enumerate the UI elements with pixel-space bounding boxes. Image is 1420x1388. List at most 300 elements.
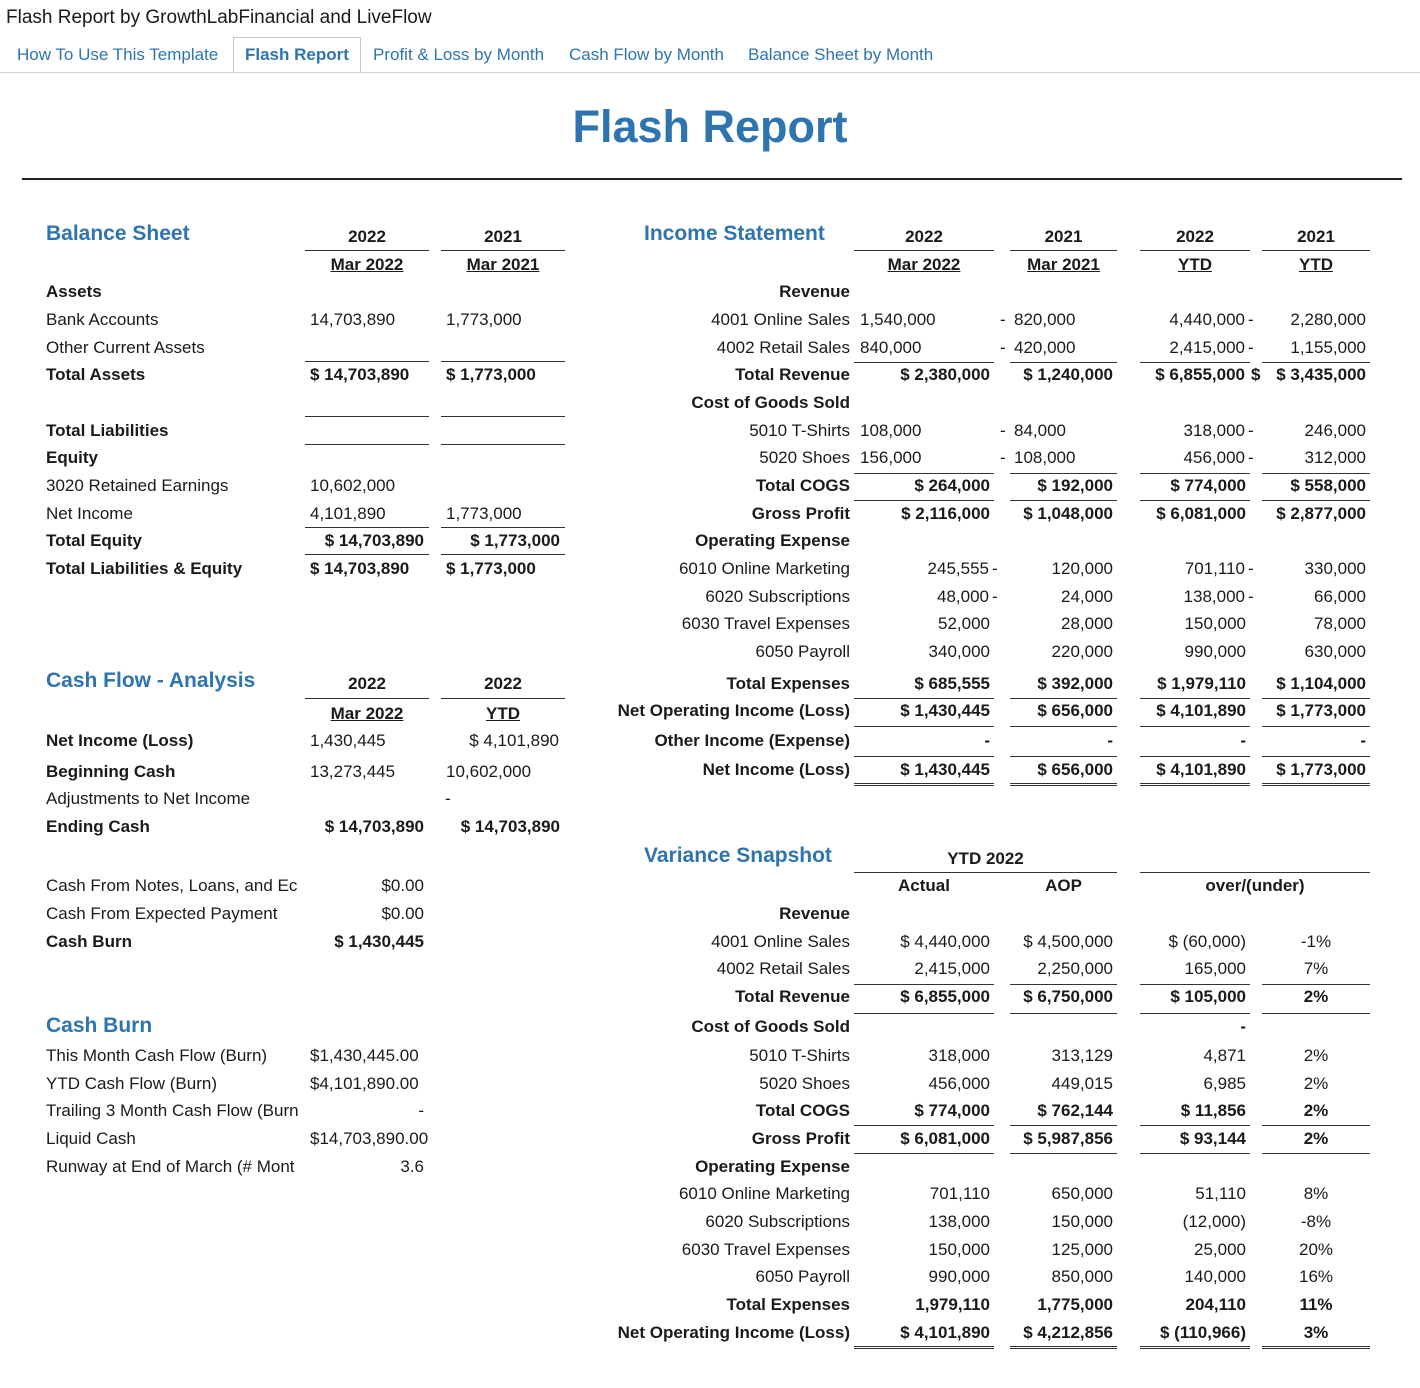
rule [854, 1153, 994, 1154]
row-value: $ [1251, 365, 1261, 384]
row-value: $ 192,000 [1037, 476, 1113, 495]
row-value: 2,415,000 [914, 959, 990, 978]
row-label: Operating Expense [695, 1157, 850, 1176]
row-label: Net Income [46, 504, 133, 523]
rule [1140, 500, 1250, 501]
row-value: - [992, 559, 998, 578]
rule [1262, 473, 1370, 474]
row-value: - [1248, 448, 1254, 467]
header-rule [441, 698, 565, 699]
row-label: Total COGS [755, 1101, 850, 1120]
rule [1010, 362, 1117, 363]
row-value: 318,000 [1183, 421, 1245, 440]
row-value: 1,979,110 [915, 1295, 990, 1314]
rule [1140, 1125, 1250, 1126]
row-value: $ 14,703,890 [460, 817, 560, 836]
rule [854, 984, 994, 985]
row-value: 138,000 [928, 1212, 990, 1231]
row-value: $1,430,445.00 [310, 1046, 419, 1065]
row-label: Ending Cash [46, 817, 150, 836]
row-value: $ 1,773,000 [446, 559, 536, 578]
rule [1010, 698, 1117, 699]
row-value: $ 762,144 [1037, 1101, 1113, 1120]
row-value: $0.00 [381, 904, 424, 923]
section-title-cash-flow: Cash Flow - Analysis [46, 669, 256, 692]
row-value: - [418, 1101, 424, 1120]
row-value: $ 14,703,890 [310, 365, 410, 384]
row-label: Cash Burn [46, 932, 132, 951]
row-value: 165,000 [1184, 959, 1246, 978]
rule [1262, 1153, 1370, 1154]
row-label: Revenue [779, 282, 850, 301]
row-value: 340,000 [928, 642, 990, 661]
row-value: $ 1,979,110 [1157, 674, 1246, 693]
row-value: - [1360, 731, 1366, 750]
row-value: 990,000 [928, 1267, 990, 1286]
rule [305, 444, 429, 445]
row-label: Other Income (Expense) [654, 731, 850, 750]
rule [1262, 756, 1370, 757]
column-group-header: YTD 2022 [947, 849, 1024, 868]
row-value: 313,129 [1051, 1046, 1113, 1065]
row-value: -8% [1300, 1212, 1332, 1231]
row-value: 25,000 [1194, 1240, 1246, 1259]
section-title-cash-burn: Cash Burn [46, 1014, 153, 1037]
row-label: Total Expenses [726, 1295, 850, 1314]
double-rule [1140, 1346, 1250, 1349]
window-title: Flash Report by GrowthLabFinancial and LiveFlow [6, 7, 432, 28]
row-value: $ 264,000 [914, 476, 990, 495]
row-value: 204,110 [1185, 1295, 1246, 1314]
row-value: $ (60,000) [1168, 932, 1246, 951]
row-value: - [1000, 421, 1006, 440]
double-rule [854, 1346, 994, 1349]
row-value: 125,000 [1051, 1240, 1113, 1259]
tab-how-to-use[interactable]: How To Use This Template [17, 45, 219, 64]
row-label: Total COGS [755, 476, 850, 495]
column-header: over/(under) [1205, 876, 1305, 895]
row-value: 1,430,445 [310, 731, 386, 750]
row-label: Operating Expense [695, 531, 850, 550]
row-value: $ 656,000 [1037, 701, 1113, 720]
row-value: $ 4,101,890 [900, 1323, 990, 1342]
row-label: Trailing 3 Month Cash Flow (Burn [46, 1101, 299, 1120]
column-period: Mar 2022 [887, 255, 961, 274]
row-value: $ 11,856 [1180, 1101, 1246, 1120]
row-label: Runway at End of March (# Mont [46, 1157, 295, 1176]
row-label: Bank Accounts [46, 310, 159, 329]
row-label: This Month Cash Flow (Burn) [46, 1046, 268, 1065]
row-label: Net Operating Income (Loss) [617, 1323, 850, 1342]
tab-balance-sheet[interactable]: Balance Sheet by Month [748, 45, 934, 64]
rule [854, 698, 994, 699]
row-value: 10,602,000 [446, 762, 532, 781]
row-value: $ 105,000 [1170, 987, 1246, 1006]
column-year: 2022 [348, 227, 386, 246]
column-period: YTD [1299, 255, 1333, 274]
row-value: 51,110 [1195, 1184, 1246, 1203]
row-value: $ 6,855,000 [900, 987, 990, 1006]
header-rule [1140, 250, 1250, 251]
row-value: $ (110,966) [1159, 1323, 1246, 1342]
row-value: $ 2,877,000 [1276, 504, 1366, 523]
row-value: 318,000 [928, 1046, 990, 1065]
row-value: 2% [1303, 1074, 1329, 1093]
rule [305, 527, 429, 528]
double-rule [1262, 1346, 1370, 1349]
row-value: $ 4,500,000 [1023, 932, 1113, 951]
row-value: - [1107, 731, 1113, 750]
row-value: 701,110 [1184, 559, 1245, 578]
row-value: 84,000 [1014, 421, 1066, 440]
rule [1140, 726, 1250, 727]
column-period: Mar 2021 [1027, 255, 1100, 274]
row-label: 6050 Payroll [755, 1267, 850, 1286]
row-value: $ 2,116,000 [901, 504, 990, 523]
row-value: $ 1,240,000 [1023, 365, 1113, 384]
row-label: YTD Cash Flow (Burn) [46, 1074, 217, 1093]
row-value: 138,000 [1183, 587, 1245, 606]
row-value: $ 5,987,856 [1023, 1129, 1113, 1148]
rule [441, 444, 565, 445]
header-rule [1262, 250, 1370, 251]
page-title: Flash Report [572, 101, 848, 152]
rule [854, 1125, 994, 1126]
row-label: Cash From Notes, Loans, and Ec [46, 876, 298, 895]
row-value: 701,110 [929, 1184, 990, 1203]
row-value: (12,000) [1182, 1212, 1246, 1231]
row-value: $ 4,101,890 [1156, 760, 1246, 779]
section-title-income-statement: Income Statement [644, 222, 825, 245]
row-value: $4,101,890.00 [310, 1074, 419, 1093]
column-year: 2021 [1297, 227, 1335, 246]
rule [1262, 726, 1370, 727]
row-value: 456,000 [928, 1074, 990, 1093]
row-label: 6010 Online Marketing [678, 1184, 850, 1203]
row-value: $ 4,101,890 [469, 731, 559, 750]
row-value: $ 4,440,000 [900, 932, 990, 951]
rule [1010, 984, 1117, 985]
row-value: 66,000 [1314, 587, 1366, 606]
rule [1140, 984, 1250, 985]
column-year: 2021 [1044, 227, 1083, 246]
tab-cash-flow[interactable]: Cash Flow by Month [569, 45, 724, 64]
row-label: Other Current Assets [46, 338, 205, 357]
row-value: $ 14,703,890 [324, 817, 424, 836]
row-value: 2,280,000 [1290, 310, 1366, 329]
header-rule [1140, 872, 1370, 873]
row-label: Net Income (Loss) [702, 760, 850, 779]
row-value: - [1248, 338, 1254, 357]
row-value: 650,000 [1051, 1184, 1113, 1203]
double-rule [1010, 783, 1117, 786]
row-value: 1,773,000 [446, 504, 522, 523]
row-label: Net Income (Loss) [46, 731, 194, 750]
row-value: $ 1,773,000 [1276, 701, 1366, 720]
row-label: Liquid Cash [46, 1129, 136, 1148]
title-divider [22, 178, 1402, 180]
header-rule [305, 698, 429, 699]
double-rule [1010, 1346, 1117, 1349]
row-value: 3.6 [400, 1157, 424, 1176]
column-period: YTD [1178, 255, 1212, 274]
header-rule [305, 250, 429, 251]
row-value: 108,000 [1014, 448, 1076, 467]
column-year: 2022 [905, 227, 943, 246]
column-header: AOP [1045, 876, 1082, 895]
row-label: Total Equity [46, 531, 143, 550]
row-label: Equity [46, 448, 98, 467]
row-value: 6,985 [1203, 1074, 1246, 1093]
rule [1140, 698, 1250, 699]
row-value: 850,000 [1051, 1267, 1113, 1286]
row-label: Total Liabilities & Equity [46, 559, 243, 578]
row-label: 5020 Shoes [759, 448, 850, 467]
row-value: $ 14,703,890 [324, 531, 424, 550]
rule [1262, 984, 1370, 985]
rule [1262, 362, 1370, 363]
row-label: Adjustments to Net Income [46, 789, 251, 808]
row-label: Gross Profit [751, 504, 850, 523]
rule [1140, 1013, 1250, 1014]
row-value: 150,000 [1184, 614, 1246, 633]
row-label: 6030 Travel Expenses [681, 1240, 850, 1259]
row-value: $0.00 [381, 876, 424, 895]
rule [854, 473, 994, 474]
row-value: 14,703,890 [310, 310, 396, 329]
row-value: $ 1,104,000 [1276, 674, 1366, 693]
row-value: 108,000 [860, 421, 922, 440]
row-label: 6020 Subscriptions [705, 1212, 850, 1231]
rule [441, 554, 565, 555]
row-label: Gross Profit [751, 1129, 850, 1148]
row-label: Revenue [779, 904, 850, 923]
rule [1262, 1125, 1370, 1126]
rule [1010, 726, 1117, 727]
row-value: 4,101,890 [310, 504, 386, 523]
row-value: 420,000 [1014, 338, 1076, 357]
row-value: 2% [1303, 987, 1329, 1006]
row-value: $ 2,380,000 [900, 365, 990, 384]
row-value: $ 1,773,000 [470, 531, 560, 550]
double-rule [854, 783, 994, 786]
column-period: Mar 2021 [466, 255, 540, 274]
rule [305, 361, 429, 362]
row-label: 4001 Online Sales [711, 932, 850, 951]
row-value: 820,000 [1014, 310, 1076, 329]
row-value: 2,250,000 [1037, 959, 1113, 978]
row-label: 4002 Retail Sales [716, 338, 850, 357]
row-value: 3% [1303, 1323, 1329, 1342]
row-value: - [992, 587, 998, 606]
row-value: - [1248, 559, 1254, 578]
rule [441, 527, 565, 528]
row-label: 4002 Retail Sales [716, 959, 850, 978]
row-value: 630,000 [1304, 642, 1366, 661]
row-value: $ 685,555 [914, 674, 990, 693]
row-label: 4001 Online Sales [711, 310, 850, 329]
rule [1140, 362, 1250, 363]
row-label: Cost of Goods Sold [691, 393, 850, 412]
row-label: Net Operating Income (Loss) [617, 701, 850, 720]
row-value: - [1248, 310, 1254, 329]
row-value: $ 14,703,890 [310, 559, 410, 578]
row-value: - [1000, 310, 1006, 329]
row-label: Total Assets [46, 365, 146, 384]
rule [441, 361, 565, 362]
section-title-balance-sheet: Balance Sheet [46, 222, 190, 245]
rule [1010, 500, 1117, 501]
row-value: $ 6,750,000 [1023, 987, 1113, 1006]
row-value: - [1248, 587, 1254, 606]
row-value: 1,773,000 [446, 310, 522, 329]
row-value: 4,871 [1203, 1046, 1246, 1065]
row-value: 28,000 [1061, 614, 1113, 633]
double-rule [1262, 783, 1370, 786]
row-value: 4,440,000 [1169, 310, 1245, 329]
rule [1010, 1125, 1117, 1126]
rule [1140, 756, 1250, 757]
row-label: 5010 T-Shirts [749, 1046, 850, 1065]
row-value: 120,000 [1051, 559, 1113, 578]
row-value: $ 4,212,856 [1023, 1323, 1113, 1342]
row-value: $ 656,000 [1037, 760, 1113, 779]
row-label: Cash From Expected Payment [46, 904, 278, 923]
row-value: $ 1,048,000 [1023, 504, 1113, 523]
row-value: 24,000 [1061, 587, 1113, 606]
row-value: 78,000 [1314, 614, 1366, 633]
rule [305, 416, 429, 417]
row-value: 245,555 [927, 559, 989, 578]
rule [1010, 1153, 1117, 1154]
row-value: 11% [1299, 1295, 1333, 1314]
row-value: 840,000 [860, 338, 922, 357]
row-value: - [1248, 421, 1254, 440]
row-label: 6030 Travel Expenses [681, 614, 850, 633]
row-label: Assets [46, 282, 102, 301]
row-value: $ 392,000 [1037, 674, 1113, 693]
row-value: 330,000 [1304, 559, 1366, 578]
column-year: 2022 [1176, 227, 1214, 246]
rule [305, 554, 429, 555]
rule [854, 756, 994, 757]
row-label: 5020 Shoes [759, 1074, 850, 1093]
column-period: YTD [486, 704, 520, 723]
row-value: $ 774,000 [1170, 476, 1246, 495]
row-value: 2% [1303, 1129, 1329, 1148]
rule [1262, 1013, 1370, 1014]
rule [1010, 756, 1117, 757]
column-header: Actual [898, 876, 950, 895]
double-rule [1140, 783, 1250, 786]
column-year: 2022 [484, 674, 522, 693]
row-label: Total Revenue [735, 987, 850, 1006]
column-period: Mar 2022 [330, 704, 404, 723]
row-value: - [1000, 448, 1006, 467]
row-value: 150,000 [1051, 1212, 1113, 1231]
row-label: 3020 Retained Earnings [46, 476, 229, 495]
row-value: $ 1,430,445 [334, 932, 424, 951]
row-value: 16% [1298, 1267, 1334, 1286]
row-value: $14,703,890.00 [310, 1129, 428, 1148]
row-value: 140,000 [1184, 1267, 1246, 1286]
row-value: 246,000 [1304, 421, 1366, 440]
column-year: 2022 [348, 674, 386, 693]
row-label: Beginning Cash [46, 762, 176, 781]
row-value: 48,000 [937, 587, 989, 606]
row-value: 7% [1303, 959, 1329, 978]
row-value: 1,775,000 [1037, 1295, 1113, 1314]
row-value: $ 1,773,000 [1276, 760, 1366, 779]
section-title-variance: Variance Snapshot [644, 844, 832, 867]
row-value: $ 6,855,000 [1155, 365, 1245, 384]
row-value: 13,273,445 [310, 762, 396, 781]
row-label: Total Liabilities [46, 421, 169, 440]
row-value: $ 93,144 [1179, 1129, 1246, 1148]
row-label: 6010 Online Marketing [678, 559, 850, 578]
column-year: 2021 [484, 227, 522, 246]
row-value: - [445, 789, 451, 808]
row-value: 10,602,000 [310, 476, 396, 495]
row-value: -1% [1300, 932, 1332, 951]
row-value: 2% [1303, 1101, 1329, 1120]
row-value: $ 774,000 [914, 1101, 990, 1120]
row-value: 456,000 [1183, 448, 1245, 467]
row-value: 150,000 [928, 1240, 990, 1259]
row-value: 220,000 [1051, 642, 1113, 661]
rule [1262, 698, 1370, 699]
rule [854, 1013, 994, 1014]
row-value: $ 1,430,445 [900, 701, 990, 720]
tab-profit-loss[interactable]: Profit & Loss by Month [373, 45, 545, 64]
rule [1140, 1153, 1250, 1154]
rule [854, 362, 994, 363]
row-label: 5010 T-Shirts [749, 421, 850, 440]
rule [1010, 1013, 1117, 1014]
row-value: 990,000 [1184, 642, 1246, 661]
tab-bar-divider [0, 72, 1420, 73]
row-label: Total Expenses [726, 674, 850, 693]
tab-flash-report[interactable]: Flash Report [233, 37, 361, 73]
row-value: - [1000, 338, 1006, 357]
rule [441, 416, 565, 417]
header-rule [854, 872, 1117, 873]
row-value: - [1240, 1017, 1246, 1036]
header-rule [441, 250, 565, 251]
row-value: $ 6,081,000 [1156, 504, 1246, 523]
row-value: 156,000 [860, 448, 922, 467]
row-value: $ 1,773,000 [446, 365, 536, 384]
row-value: $ 4,101,890 [1156, 701, 1246, 720]
row-value: 20% [1298, 1240, 1334, 1259]
row-value: $ 3,435,000 [1276, 365, 1366, 384]
row-value: - [1240, 731, 1246, 750]
column-period: Mar 2022 [330, 255, 404, 274]
row-label: 6020 Subscriptions [705, 587, 850, 606]
row-value: 449,015 [1051, 1074, 1113, 1093]
row-label: Total Revenue [735, 365, 850, 384]
row-value: 312,000 [1304, 448, 1366, 467]
row-value: - [984, 731, 990, 750]
row-value: 52,000 [938, 614, 990, 633]
rule [1140, 473, 1250, 474]
header-rule [854, 250, 994, 251]
row-value: 1,540,000 [860, 310, 936, 329]
row-value: $ 6,081,000 [900, 1129, 990, 1148]
rule [854, 500, 994, 501]
row-value: 2% [1303, 1046, 1329, 1065]
row-value: 2,415,000 [1169, 338, 1245, 357]
